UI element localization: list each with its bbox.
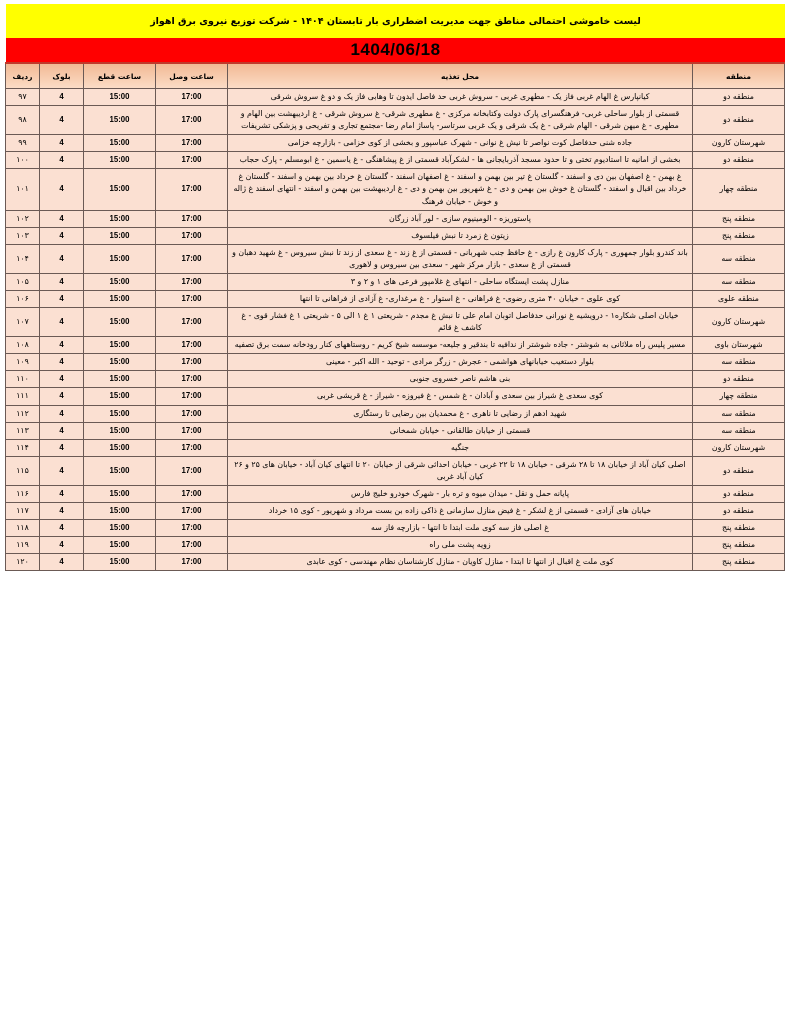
cell-index: ۱۰۴ (6, 244, 40, 273)
cell-time-on: 17:00 (156, 405, 228, 422)
table-body (6, 89, 785, 571)
cell-time-on: 17:00 (156, 371, 228, 388)
cell-index: ۱۱۴ (6, 439, 40, 456)
cell-block: 4 (40, 503, 84, 520)
cell-time-on: 17:00 (156, 439, 228, 456)
cell-region: منطقه دو (693, 371, 785, 388)
cell-block: 4 (40, 554, 84, 571)
cell-time-on: 17:00 (156, 135, 228, 152)
date-banner (6, 38, 785, 62)
table-row (6, 273, 785, 290)
cell-region: منطقه دو (693, 456, 785, 485)
table-row (6, 89, 785, 106)
cell-index: ۱۰۰ (6, 152, 40, 169)
cell-time-off: 15:00 (84, 210, 156, 227)
cell-place: زیتون غ زمرد تا نبش فیلسوف (228, 227, 693, 244)
cell-region: منطقه دو (693, 106, 785, 135)
cell-time-off: 15:00 (84, 456, 156, 485)
cell-region: منطقه علوی (693, 291, 785, 308)
cell-block: 4 (40, 291, 84, 308)
cell-region: منطقه سه (693, 273, 785, 290)
cell-time-off: 15:00 (84, 308, 156, 337)
table-row (6, 520, 785, 537)
table-row (6, 135, 785, 152)
cell-index: ۱۲۰ (6, 554, 40, 571)
cell-time-off: 15:00 (84, 152, 156, 169)
column-header-block: بلوک (40, 63, 84, 89)
cell-index: ۱۱۳ (6, 422, 40, 439)
table-row (6, 308, 785, 337)
cell-index: ۱۱۹ (6, 537, 40, 554)
table-row (6, 503, 785, 520)
table-row (6, 537, 785, 554)
table-row (6, 227, 785, 244)
cell-time-off: 15:00 (84, 439, 156, 456)
cell-time-off: 15:00 (84, 537, 156, 554)
cell-time-off: 15:00 (84, 227, 156, 244)
cell-region: شهرستان کارون (693, 439, 785, 456)
cell-time-off: 15:00 (84, 503, 156, 520)
cell-block: 4 (40, 210, 84, 227)
cell-time-on: 17:00 (156, 388, 228, 405)
cell-place: بنی هاشم ناصر خسروی جنوبی (228, 371, 693, 388)
cell-index: ۱۰۳ (6, 227, 40, 244)
cell-region: منطقه پنج (693, 227, 785, 244)
cell-index: ۹۹ (6, 135, 40, 152)
cell-block: 4 (40, 308, 84, 337)
cell-region: منطقه چهار (693, 388, 785, 405)
cell-region: منطقه پنج (693, 210, 785, 227)
cell-time-on: 17:00 (156, 337, 228, 354)
cell-time-off: 15:00 (84, 273, 156, 290)
cell-block: 4 (40, 485, 84, 502)
cell-time-on: 17:00 (156, 554, 228, 571)
column-header-time-off: ساعت قطع (84, 63, 156, 89)
cell-place: جنگیه (228, 439, 693, 456)
cell-time-off: 15:00 (84, 291, 156, 308)
cell-time-on: 17:00 (156, 89, 228, 106)
table-row (6, 169, 785, 210)
cell-place: پایانه حمل و نقل - میدان میوه و تره بار - شهرک خودرو خلیج فارس (228, 485, 693, 502)
page-title-banner (6, 4, 785, 38)
cell-block: 4 (40, 152, 84, 169)
cell-time-on: 17:00 (156, 169, 228, 210)
cell-index: ۹۸ (6, 106, 40, 135)
cell-index: ۱۰۹ (6, 354, 40, 371)
column-header-index: ردیف (6, 63, 40, 89)
table-row (6, 554, 785, 571)
cell-block: 4 (40, 422, 84, 439)
cell-index: ۱۱۷ (6, 503, 40, 520)
cell-index: ۱۱۲ (6, 405, 40, 422)
cell-block: 4 (40, 169, 84, 210)
table-row (6, 388, 785, 405)
cell-block: 4 (40, 371, 84, 388)
cell-time-off: 15:00 (84, 388, 156, 405)
cell-index: ۱۰۱ (6, 169, 40, 210)
cell-block: 4 (40, 106, 84, 135)
cell-index: ۱۱۱ (6, 388, 40, 405)
cell-time-off: 15:00 (84, 554, 156, 571)
cell-place: کوی سعدی غ شیراز بین سعدی و آبادان - غ شمس - غ فیروزه - شیراز - غ قریشی غربی (228, 388, 693, 405)
cell-index: ۱۱۰ (6, 371, 40, 388)
cell-block: 4 (40, 135, 84, 152)
table-row (6, 152, 785, 169)
cell-place: شهید ادهم از رضایی تا ناهری - غ محمدیان بین رضایی تا رستگاری (228, 405, 693, 422)
cell-block: 4 (40, 388, 84, 405)
cell-time-on: 17:00 (156, 210, 228, 227)
cell-place: غ بهمن - غ اصفهان بین دی و اسفند - گلستان غ تیر بین بهمن و اسفند - غ اصفهان اسفند - گلستان غ خرداد بین بهمن و اسفند - گلستان غ خرداد بین اقبال و اسفند - گلستان غ خوش بین بهمن و دی - غ شهریور بین بهمن و دی - غ اردیبهشت بین بهمن و اسفند - انتهای اسفند غ ژاله و خوش - خیابان فرهنگ (228, 169, 693, 210)
cell-index: ۱۱۸ (6, 520, 40, 537)
cell-region: منطقه دو (693, 152, 785, 169)
cell-index: ۱۰۸ (6, 337, 40, 354)
cell-block: 4 (40, 244, 84, 273)
cell-place: بخشی از امانیه تا استادیوم تختی و تا حدود مسجد آذربایجانی ها - لشکرآباد قسمتی از غ پیشاهنگی - غ یاسمین - غ ابومسلم - پارک حجاب (228, 152, 693, 169)
table-row (6, 210, 785, 227)
cell-time-on: 17:00 (156, 291, 228, 308)
cell-time-off: 15:00 (84, 135, 156, 152)
cell-region: منطقه پنج (693, 554, 785, 571)
cell-region: شهرستان باوی (693, 337, 785, 354)
cell-time-on: 17:00 (156, 520, 228, 537)
cell-time-on: 17:00 (156, 503, 228, 520)
cell-time-on: 17:00 (156, 485, 228, 502)
cell-time-off: 15:00 (84, 405, 156, 422)
cell-index: ۱۰۶ (6, 291, 40, 308)
cell-place: باند کندرو بلوار جمهوری - پارک کارون غ رازی - غ حافظ جنب شهربانی - قسمتی از غ زند - غ سعدی از زند تا نبش سیروس - غ شهید دهبان و قسمتی از غ سعدی - بازار مرکز شهر - سعدی بین سیروس و لاهوری (228, 244, 693, 273)
column-header-place: محل تغذیه (228, 63, 693, 89)
column-header-time-on: ساعت وصل (156, 63, 228, 89)
table-row (6, 422, 785, 439)
table-row (6, 371, 785, 388)
cell-region: منطقه سه (693, 422, 785, 439)
cell-time-on: 17:00 (156, 244, 228, 273)
cell-time-off: 15:00 (84, 89, 156, 106)
cell-index: ۱۰۵ (6, 273, 40, 290)
cell-index: ۱۰۲ (6, 210, 40, 227)
cell-time-on: 17:00 (156, 456, 228, 485)
cell-block: 4 (40, 273, 84, 290)
cell-index: ۹۷ (6, 89, 40, 106)
table-row (6, 244, 785, 273)
cell-time-on: 17:00 (156, 422, 228, 439)
cell-place: مسیر پلیس راه ملاثانی به شوشتر - جاده شوشتر از ندافیه تا بندقیر و جلیعه- موسسه شیخ کریم - روستاههای کنار رودخانه سمت برق تصفیه (228, 337, 693, 354)
cell-time-off: 15:00 (84, 422, 156, 439)
cell-region: منطقه سه (693, 405, 785, 422)
table-row (6, 291, 785, 308)
cell-time-off: 15:00 (84, 485, 156, 502)
cell-block: 4 (40, 89, 84, 106)
cell-place: خیابان اصلی شکاره۱ - درویشیه غ نورانی حدفاصل اتوبان امام علی تا نبش غ مجدم - شریعتی ۱ غ ۱ الی ۵ - شریعتی ۱ غ فشار قوی - غ کاشف غ قائم (228, 308, 693, 337)
cell-region: منطقه دو (693, 503, 785, 520)
cell-place: پاستوریزه - الومینیوم سازی - لور آباد زرگان (228, 210, 693, 227)
column-header-region: منطقه (693, 63, 785, 89)
table-row (6, 354, 785, 371)
table-header-row (6, 63, 785, 89)
cell-block: 4 (40, 537, 84, 554)
cell-place: خیابان های آزادی - قسمتی از غ لشکر - غ فیض منازل سازمانی غ ذاکی زاده بن بست مرداد و شهریور - کوی ۱۵ خرداد (228, 503, 693, 520)
cell-region: منطقه پنج (693, 537, 785, 554)
cell-place: قسمتی از خیابان طالقانی - خیابان شمخانی (228, 422, 693, 439)
cell-block: 4 (40, 439, 84, 456)
cell-region: منطقه سه (693, 244, 785, 273)
cell-block: 4 (40, 405, 84, 422)
cell-place: جاده شنی حدفاصل کوت نواصر تا نیش غ نوانی - شهرک عباسپور و بخشی از کوی خزامی - بازارچه خزامی (228, 135, 693, 152)
schedule-date: 1404/06/18 (350, 40, 441, 59)
cell-index: ۱۰۷ (6, 308, 40, 337)
cell-index: ۱۱۶ (6, 485, 40, 502)
cell-place: کوی علوی - خیابان ۴۰ متری رضوی- غ فراهانی - غ استوار - غ مرغداری- غ آزادی از فراهانی تا انتها (228, 291, 693, 308)
cell-time-on: 17:00 (156, 537, 228, 554)
cell-region: منطقه چهار (693, 169, 785, 210)
cell-time-on: 17:00 (156, 273, 228, 290)
cell-block: 4 (40, 456, 84, 485)
cell-region: منطقه سه (693, 354, 785, 371)
cell-place: کیانپارس غ الهام غربی فاز یک - مطهری غربی - سروش غربی حد فاصل ایدون تا وهابی فاز یک و دو غ سروش شرقی (228, 89, 693, 106)
table-row (6, 456, 785, 485)
cell-place: غ اصلی فاز سه کوی ملت ابتدا تا انتها - بازارچه فاز سه (228, 520, 693, 537)
cell-region: شهرستان کارون (693, 135, 785, 152)
cell-time-on: 17:00 (156, 152, 228, 169)
cell-time-off: 15:00 (84, 520, 156, 537)
cell-time-off: 15:00 (84, 106, 156, 135)
cell-time-off: 15:00 (84, 337, 156, 354)
cell-time-on: 17:00 (156, 308, 228, 337)
cell-block: 4 (40, 337, 84, 354)
cell-time-off: 15:00 (84, 371, 156, 388)
cell-place: بلوار دستغیب خیابانهای هواشمی - عجرش - زرگر مرادی - توحید - الله اکبر - معینی (228, 354, 693, 371)
table-row (6, 485, 785, 502)
cell-time-off: 15:00 (84, 354, 156, 371)
cell-time-off: 15:00 (84, 169, 156, 210)
cell-place: اصلی کیان آباد از خیابان ۱۸ تا ۲۸ شرقی - خیابان ۱۸ تا ۲۲ غربی - خیابان احداثی شرقی از خیابان ۲۰ تا انتهای کیان آباد - خیابان های ۲۵ و ۲۶ کیان آباد غربی (228, 456, 693, 485)
table-header (6, 63, 785, 89)
table-row (6, 405, 785, 422)
cell-block: 4 (40, 227, 84, 244)
cell-block: 4 (40, 520, 84, 537)
cell-place: قسمتی از بلوار ساحلی غربی- فرهنگسرای پارک دولت وکتابخانه مرکزی - غ مطهری شرقی- غ سروش شرقی - غ اردیبهشت بین الهام و مطهری - غ میهن شرقی - الهام شرقی - غ یک شرقی و یک غربی سرتاسر- پاساژ امام رضا -مجتمع تجاری و تفریحی و پزشکی تشریفات (228, 106, 693, 135)
table-row (6, 439, 785, 456)
cell-place: منازل پشت ایستگاه ساحلی - انتهای غ غلامپور فرعی های ۱ و ۲ و ۳ (228, 273, 693, 290)
outage-schedule-table (5, 62, 785, 571)
cell-place: کوی ملت غ اقبال از انتها تا ابتدا - منازل کاویان - منازل کارشناسان نظام مهندسی - کوی عابدی (228, 554, 693, 571)
cell-block: 4 (40, 354, 84, 371)
cell-place: زویه پشت ملی راه (228, 537, 693, 554)
page-title: لیست خاموشی احتمالی مناطق جهت مدیریت اضطراری بار تابستان ۱۴۰۴ - شرکت توزیع نیروی برق اهواز (150, 15, 641, 27)
table-row (6, 337, 785, 354)
cell-time-off: 15:00 (84, 244, 156, 273)
cell-region: شهرستان کارون (693, 308, 785, 337)
cell-region: منطقه دو (693, 89, 785, 106)
cell-index: ۱۱۵ (6, 456, 40, 485)
cell-region: منطقه پنج (693, 520, 785, 537)
cell-time-on: 17:00 (156, 106, 228, 135)
cell-time-on: 17:00 (156, 227, 228, 244)
cell-region: منطقه دو (693, 485, 785, 502)
table-row (6, 106, 785, 135)
cell-time-on: 17:00 (156, 354, 228, 371)
